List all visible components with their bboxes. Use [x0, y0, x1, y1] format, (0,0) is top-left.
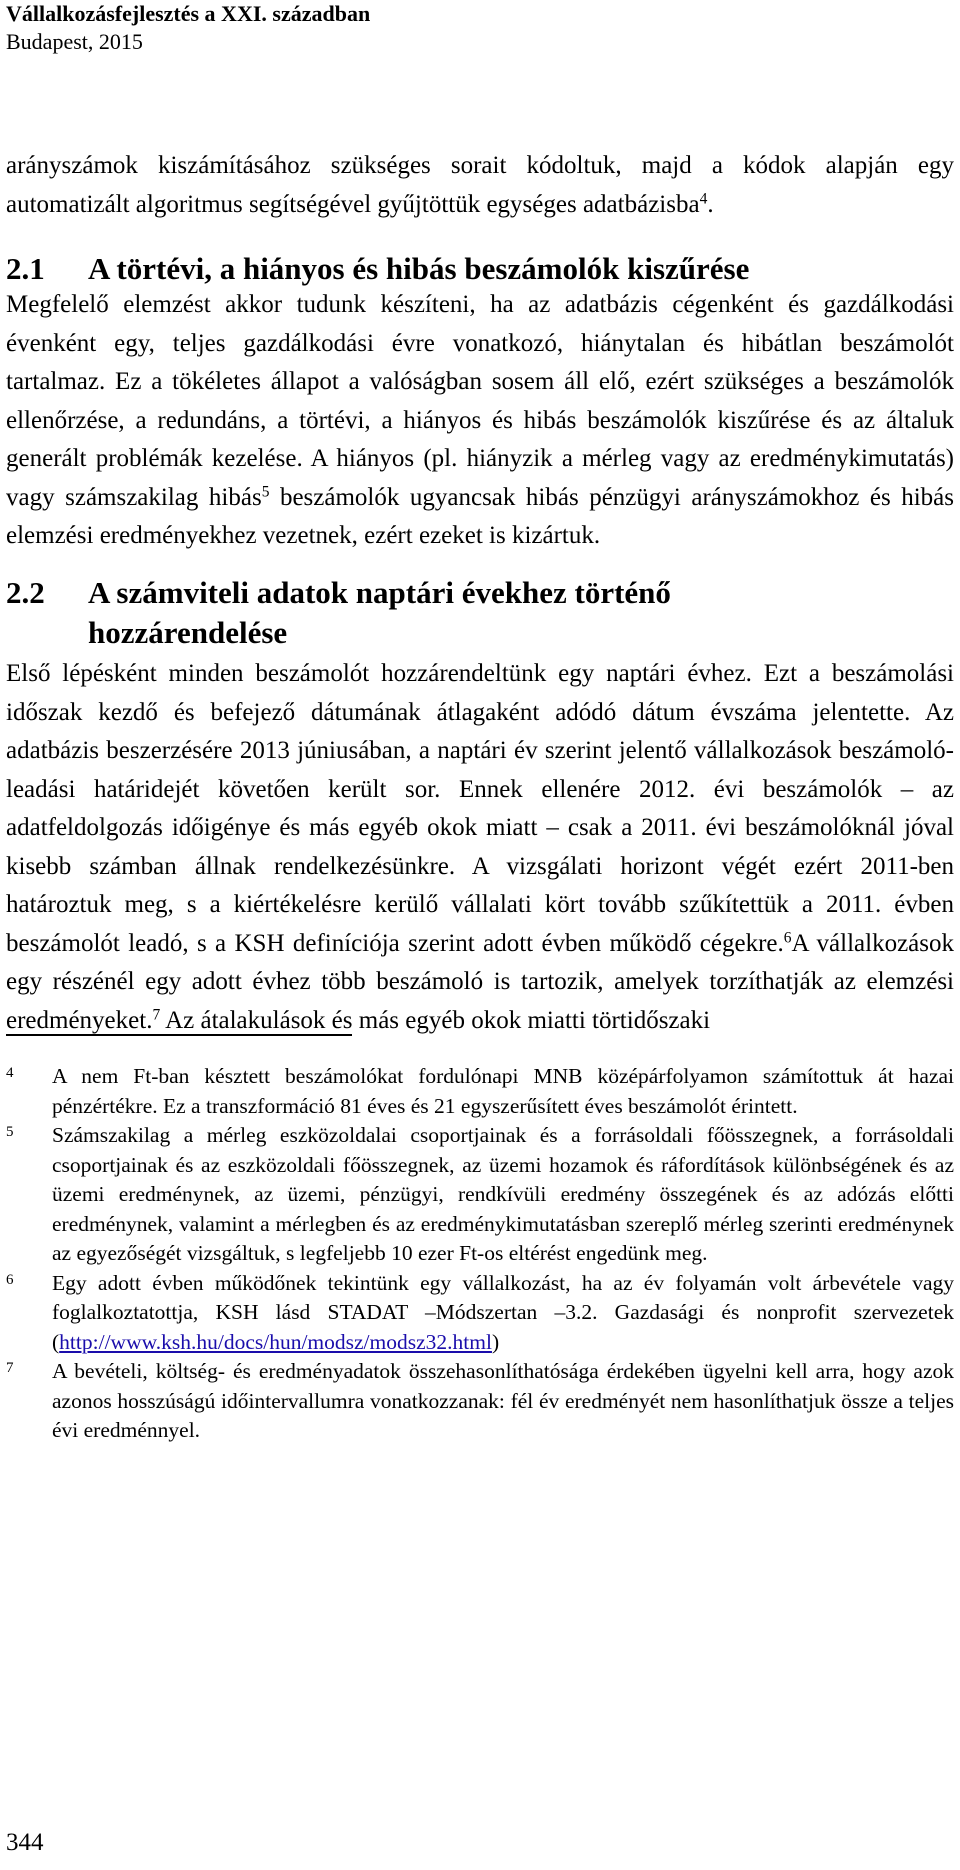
section-title: A törtévi, a hiányos és hibás beszámolók kiszűrése: [88, 251, 750, 286]
paragraph-text: Megfelelő elemzést akkor tudunk készíteni, ha az adatbázis cégenként és gazdálkodási évenként egy, teljes gazdálkodási évre vonatkozó, hiánytalan és hibátlan beszámolót tartalmaz. Ez a tökéletes állapot a valóságban sosem áll elő, ezért szükséges a beszámolók ellenőrzése, a redundáns, a törtévi, a hiányos és hibás beszámolók kiszűrése és az általuk generált problémák kezelése. A hiányos (pl. hiányzik a mérleg vagy az eredménykimutatás) vagy számszakilag hibás: [6, 291, 954, 511]
section-heading-2-2: [6, 573, 954, 653]
footnote-number: 7: [6, 1360, 14, 1376]
section-number: 2.1: [6, 251, 45, 286]
footnotes: [6, 1062, 954, 1446]
ksh-link[interactable]: http://www.ksh.hu/docs/hun/modsz/modsz32.html: [59, 1329, 492, 1354]
intro-tail: .: [707, 190, 714, 218]
paragraph-text: A vállalkozások egy részénél egy adott évhez több beszámoló is tartozik, amelyek torzíthatják az elemzési eredményeket.: [6, 929, 954, 1034]
section-2-1-paragraph: [6, 286, 954, 556]
footnote-7: [6, 1357, 954, 1446]
footnote-separator: [6, 1034, 352, 1036]
section-title-line2: hozzárendelése: [88, 615, 288, 650]
section-number: 2.2: [6, 575, 45, 610]
intro-text: arányszámok kiszámításához szükséges sorait kódoltuk, majd a kódok alapján egy automatizált algoritmus segítségével gyűjtöttük egységes adatbázisba: [6, 152, 954, 218]
paragraph-text: beszámolók ugyancsak hibás pénzügyi arányszámokhoz és hibás elemzési eredményekhez vezetnek, ezért ezeket is kizártuk.: [6, 483, 954, 549]
footnote-number: 5: [6, 1124, 14, 1140]
footnote-ref-7[interactable]: 7: [152, 1005, 161, 1023]
footnote-number: 6: [6, 1271, 14, 1288]
footnote-ref-6[interactable]: 6: [783, 928, 792, 946]
paragraph-text: Az átalakulások és más egyéb okok miatti törtidőszaki: [160, 1006, 711, 1034]
footnote-ref-4[interactable]: 4: [699, 189, 708, 207]
header-subtitle: Budapest, 2015: [6, 29, 143, 54]
paragraph-text: Első lépésként minden beszámolót hozzárendeltünk egy naptári évhez. Ezt a beszámolási időszak kezdő és befejező dátumának átlagaként adódó dátum évszáma jelentette. Az adatbázis beszerzésére 2013 júniusában, a naptári év szerint jelentő vállalkozások beszámoló-leadási határidejét követően került sor. Ennek ellenére 2012. évi beszámolók – az adatfeldolgozás időigénye és más egyéb okok miatt – csak a 2011. évi beszámolóknál jóval kisebb számban állnak rendelkezésünkre. A vizsgálati horizont végét ezért 2011-ben határoztuk meg, s a kiértékelésre kerülő vállalati kört tovább szűkítettük a 2011. évben beszámolót leadó, s a KSH definíciója szerint adott évben működő cégekre.: [6, 660, 954, 957]
footnote-text: Egy adott évben működőnek tekintünk egy vállalkozást, ha az év folyamán volt árbevétele vagy foglalkoztatottja, KSH lásd STADAT –Módszertan –3.2. Gazdasági és nonprofit szervezetek (: [52, 1270, 954, 1354]
footnote-ref-5[interactable]: 5: [261, 482, 270, 500]
footnote-4: [6, 1062, 954, 1121]
footnote-5: [6, 1121, 954, 1269]
footnote-tail: ): [491, 1329, 500, 1354]
footnote-6: [6, 1269, 954, 1358]
intro-paragraph: [6, 147, 954, 224]
section-2-2-paragraph: [6, 655, 954, 1040]
page-number: 344: [6, 1829, 44, 1856]
running-header: [6, 0, 370, 56]
footnote-text: A nem Ft-ban késztett beszámolókat fordulónapi MNB középárfolyamon számítottuk át hazai pénzértékre. Ez a transzformáció 81 éves és 21 egyszerűsített éves beszámolót érintett.: [52, 1064, 954, 1118]
footnote-text: Számszakilag a mérleg eszközoldalai csoportjainak és a forrásoldali főösszegnek, a forrásoldali csoportjainak és az eszközoldali főösszegnek, az üzemi hozamok és ráfordítások különbségének és az üzemi eredménynek, az üzemi, pénzügyi, rendkívüli eredmény összegének és az adózás előtti eredménynek, valamint a mérlegben és az eredménykimutatásban szereplő mérleg szerinti eredménynek az egyezőségét vizsgáltuk, s legfeljebb 10 ezer Ft-os eltérést engedünk meg.: [52, 1123, 954, 1265]
footnote-number: 4: [6, 1065, 14, 1081]
footnote-text: A bevételi, költség- és eredményadatok összehasonlíthatósága érdekében ügyelni kell arra, hogy azok azonos hosszúságú időintervallumra vonatkozzanak: fél év eredményét nem hasonlíthatjuk össze a teljes évi eredménnyel.: [52, 1359, 954, 1442]
header-title: Vállalkozásfejlesztés a XXI. században: [6, 1, 371, 26]
section-heading-2-1: [6, 249, 954, 289]
section-title-line1: A számviteli adatok naptári évekhez történő: [88, 575, 671, 610]
